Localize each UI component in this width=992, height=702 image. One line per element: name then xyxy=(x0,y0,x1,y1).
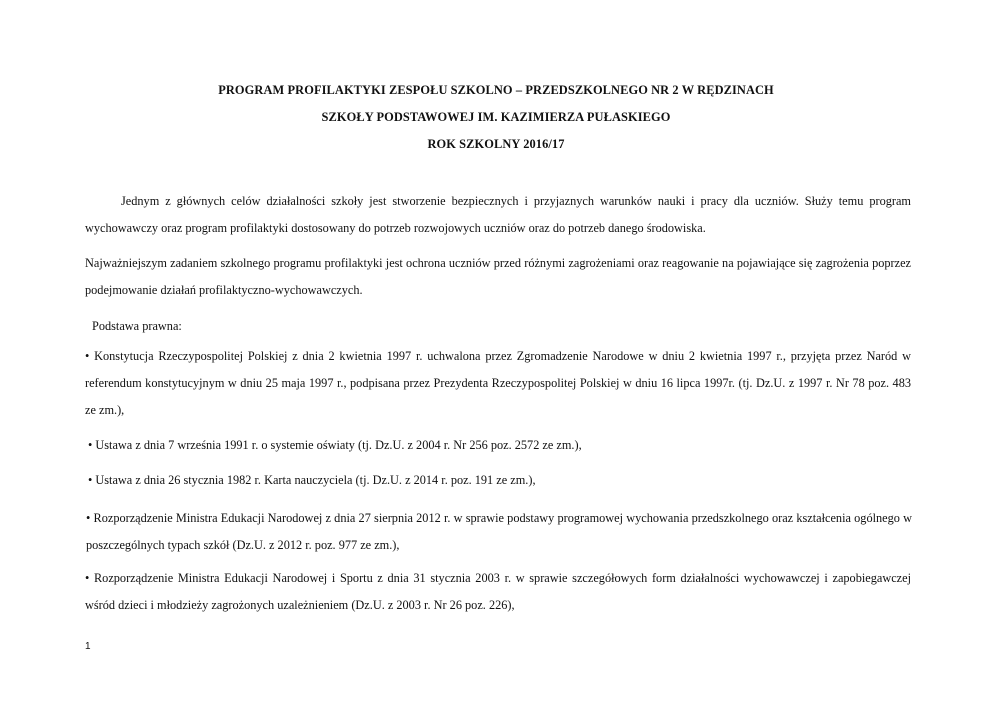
legal-item-constitution: • Konstytucja Rzeczypospolitej Polskiej z dnia 2 kwietnia 1997 r. uchwalona przez Zgromadzenie Narodowe w dniu 2 kwietnia 1997 r., przyjęta przez Naród w referendum konstytucyjnym w dniu 25 maja 1997 r., podpisana przez Prezydenta Rzeczypospolitej Polskiej w dniu 16 lipca 1997r. (tj. Dz.U. z 1997 r. Nr 78 poz. 483 ze zm.), xyxy=(85,349,911,417)
legal-item-education-act: • Ustawa z dnia 7 września 1991 r. o systemie oświaty (tj. Dz.U. z 2004 r. Nr 256 poz. 2572 ze zm.), xyxy=(88,438,582,452)
legal-basis-heading: Podstawa prawna: xyxy=(92,319,182,333)
intro-paragraph: Jednym z głównych celów działalności szkoły jest stworzenie bezpiecznych i przyjaznych warunków nauki i pracy dla uczniów. Służy temu program wychowawczy oraz program profilaktyki dostosowany do potrzeb rozwojowych uczniów oraz do potrzeb danego środowiska. xyxy=(85,194,911,235)
legal-item-prevention-regulation: • Rozporządzenie Ministra Edukacji Narodowej i Sportu z dnia 31 stycznia 2003 r. w sprawie szczegółowych form działalności wychowawczej i zapobiegawczej wśród dzieci i młodzieży zagrożonych uzależnieniem (Dz.U. z 2003 r. Nr 26 poz. 226), xyxy=(85,571,911,612)
legal-item-curriculum-regulation: • Rozporządzenie Ministra Edukacji Narodowej z dnia 27 sierpnia 2012 r. w sprawie podstawy programowej wychowania przedszkolnego oraz kształcenia ogólnego w poszczególnych typach szkół (Dz.U. z 2012 r. poz. 977 ze zm.), xyxy=(86,511,912,552)
document-title-line-2: SZKOŁY PODSTAWOWEJ IM. KAZIMIERZA PUŁASKIEGO xyxy=(321,110,671,124)
document-title-line-1: PROGRAM PROFILAKTYKI ZESPOŁU SZKOLNO – PRZEDSZKOLNEGO NR 2 W RĘDZINACH xyxy=(218,83,774,97)
page-number: 1 xyxy=(85,641,91,652)
legal-item-teacher-charter: • Ustawa z dnia 26 stycznia 1982 r. Karta nauczyciela (tj. Dz.U. z 2014 r. poz. 191 ze zm.), xyxy=(88,473,536,487)
main-task-paragraph: Najważniejszym zadaniem szkolnego programu profilaktyki jest ochrona uczniów przed różnymi zagrożeniami oraz reagowanie na pojawiające się zagrożenia poprzez podejmowanie działań profilaktyczno-wychowawczych. xyxy=(85,256,911,297)
document-title-line-3: ROK SZKOLNY 2016/17 xyxy=(427,137,565,151)
